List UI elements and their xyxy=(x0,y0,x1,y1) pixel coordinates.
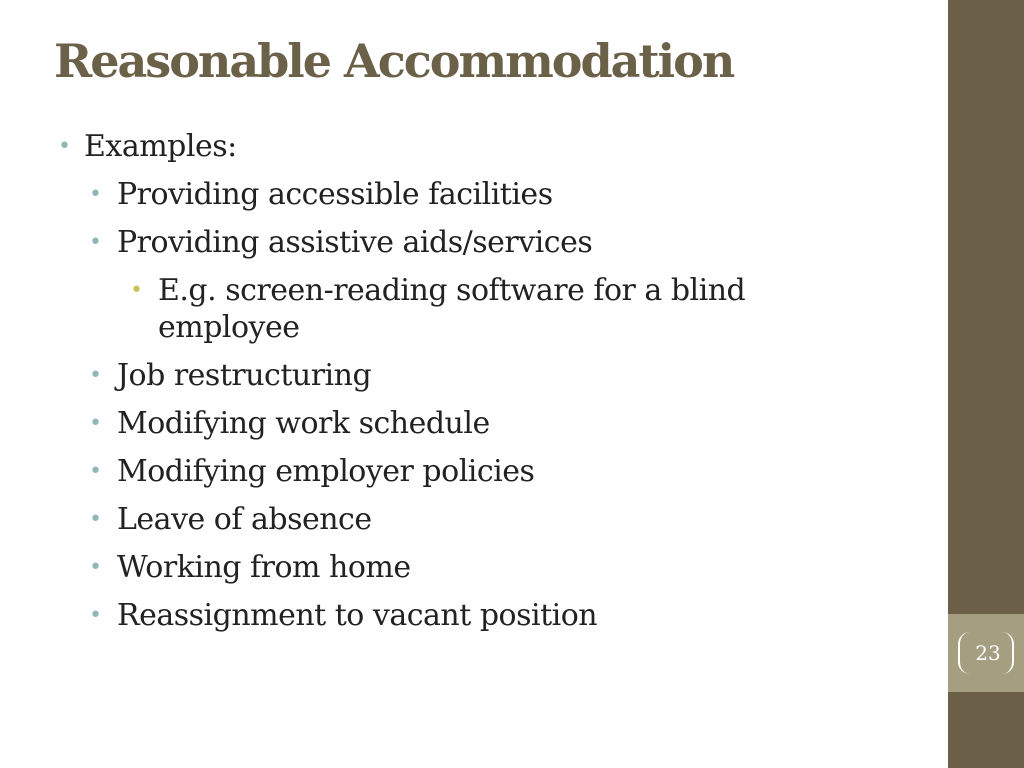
bullet-dot-icon: • xyxy=(89,363,102,388)
bullet-dot-icon: • xyxy=(58,134,71,159)
bullet-text: Job restructuring xyxy=(117,358,372,393)
bullet-text: Modifying employer policies xyxy=(117,454,535,489)
page-number-box xyxy=(948,614,1024,692)
bullet-dot-icon: • xyxy=(89,411,102,436)
bullet-item xyxy=(56,405,936,442)
bullet-dot-icon: • xyxy=(130,278,143,303)
bullet-item xyxy=(56,597,936,634)
bullet-text: Providing assistive aids/services xyxy=(117,225,593,260)
bullet-item xyxy=(56,357,936,394)
bullet-item xyxy=(56,549,936,586)
bullet-text: Examples: xyxy=(84,129,237,164)
bullet-dot-icon: • xyxy=(89,555,102,580)
bullet-item xyxy=(56,224,936,261)
bullet-dot-icon: • xyxy=(89,603,102,628)
bullet-text: Leave of absence xyxy=(117,502,372,537)
bullet-text: Providing accessible facilities xyxy=(117,177,553,212)
bullet-text: E.g. screen-reading software for a blind employee xyxy=(158,273,746,345)
bullet-text: Modifying work schedule xyxy=(117,406,490,441)
bullet-list xyxy=(56,128,936,645)
bullet-dot-icon: • xyxy=(89,459,102,484)
bullet-text: Working from home xyxy=(117,550,411,585)
bullet-text: Reassignment to vacant position xyxy=(117,598,598,633)
bullet-dot-icon: • xyxy=(89,507,102,532)
bullet-item xyxy=(56,501,936,538)
page-number-bracket xyxy=(958,632,1014,674)
bullet-item xyxy=(56,128,936,165)
page-number: 23 xyxy=(975,641,1001,665)
bullet-dot-icon: • xyxy=(89,182,102,207)
bullet-item xyxy=(56,272,858,346)
bullet-dot-icon: • xyxy=(89,230,102,255)
bullet-item xyxy=(56,176,936,213)
slide-title: Reasonable Accommodation xyxy=(54,34,734,88)
bullet-item xyxy=(56,453,936,490)
